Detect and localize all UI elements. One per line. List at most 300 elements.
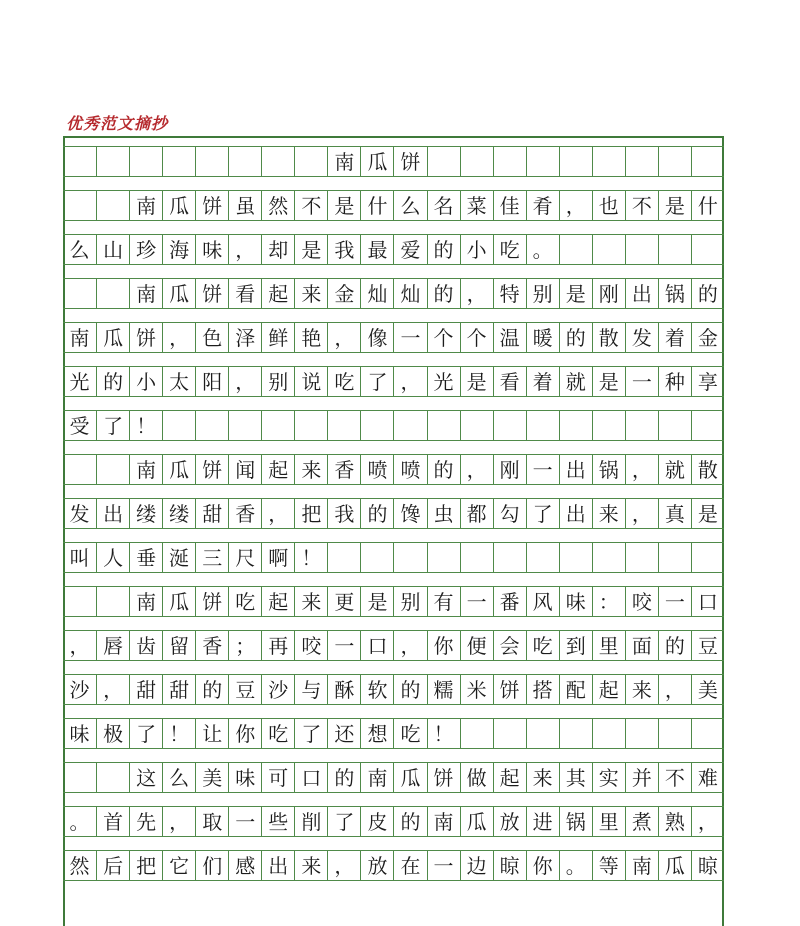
grid-cell: 削 bbox=[294, 807, 327, 836]
grid-cell: 南 bbox=[69, 325, 90, 350]
grid-cell: 感 bbox=[228, 851, 261, 880]
grid-cell bbox=[195, 411, 228, 440]
grid-cell bbox=[493, 719, 526, 748]
grid-cell: 南 bbox=[129, 191, 162, 220]
grid-cell: 瓜 bbox=[162, 587, 195, 616]
grid-cell: 南 bbox=[129, 587, 162, 616]
grid-cell: ； bbox=[228, 631, 261, 660]
grid-cell: 种 bbox=[658, 367, 691, 396]
grid-cell: 的 bbox=[427, 235, 460, 264]
grid-cell: 光 bbox=[427, 367, 460, 396]
grid-cell: 的 bbox=[195, 675, 228, 704]
essay-line bbox=[63, 366, 724, 397]
grid-cell: 了 bbox=[129, 719, 162, 748]
grid-cell: 的 bbox=[393, 675, 426, 704]
grid-cell: 却 bbox=[261, 235, 294, 264]
grid-cell: 么 bbox=[162, 763, 195, 792]
grid-cell: 我 bbox=[327, 499, 360, 528]
grid-cell bbox=[493, 147, 526, 176]
grid-cell: 放 bbox=[360, 851, 393, 880]
grid-cell: 来 bbox=[625, 675, 658, 704]
grid-cell: 灿 bbox=[393, 279, 426, 308]
grid-cell: 放 bbox=[493, 807, 526, 836]
grid-cell: 味 bbox=[228, 763, 261, 792]
essay-line bbox=[63, 410, 724, 441]
grid-cell bbox=[559, 147, 592, 176]
grid-cell bbox=[625, 147, 658, 176]
essay-line bbox=[63, 630, 724, 661]
grid-cell: 起 bbox=[261, 587, 294, 616]
grid-cell: 唇 bbox=[96, 631, 129, 660]
grid-cell: 风 bbox=[526, 587, 559, 616]
grid-cell: 缕 bbox=[129, 499, 162, 528]
grid-cell bbox=[592, 235, 625, 264]
grid-cell: 艳 bbox=[294, 323, 327, 352]
essay-line bbox=[63, 498, 724, 529]
grid-cell: 来 bbox=[294, 851, 327, 880]
grid-cell: 别 bbox=[393, 587, 426, 616]
grid-cell bbox=[625, 411, 658, 440]
grid-cell: 也 bbox=[592, 191, 625, 220]
grid-cell: 实 bbox=[592, 763, 625, 792]
grid-cell bbox=[129, 147, 162, 176]
grid-cell: 会 bbox=[493, 631, 526, 660]
grid-cell bbox=[460, 719, 493, 748]
grid-cell: 虫 bbox=[427, 499, 460, 528]
grid-cell: ！ bbox=[294, 543, 327, 572]
grid-cell: 发 bbox=[625, 323, 658, 352]
grid-cell bbox=[658, 235, 691, 264]
grid-cell: 吃 bbox=[493, 235, 526, 264]
grid-cell: 你 bbox=[427, 631, 460, 660]
grid-cell: ！ bbox=[427, 719, 460, 748]
grid-cell: 出 bbox=[96, 499, 129, 528]
grid-cell: ， bbox=[162, 323, 195, 352]
grid-cell bbox=[691, 147, 724, 176]
grid-cell: 来 bbox=[294, 587, 327, 616]
grid-cell bbox=[493, 411, 526, 440]
grid-cell: 来 bbox=[526, 763, 559, 792]
grid-cell: 这 bbox=[129, 763, 162, 792]
grid-cell: 啊 bbox=[261, 543, 294, 572]
grid-cell bbox=[96, 279, 129, 308]
grid-cell bbox=[393, 411, 426, 440]
grid-cell: 饼 bbox=[195, 587, 228, 616]
grid-cell: 可 bbox=[261, 763, 294, 792]
grid-cell bbox=[327, 411, 360, 440]
grid-cell: ， bbox=[393, 367, 426, 396]
grid-cell: 南 bbox=[327, 147, 360, 176]
grid-cell: 留 bbox=[162, 631, 195, 660]
essay-line bbox=[63, 322, 724, 353]
grid-cell bbox=[228, 147, 261, 176]
grid-cell bbox=[526, 147, 559, 176]
grid-cell: 不 bbox=[658, 763, 691, 792]
grid-cell: 一 bbox=[625, 367, 658, 396]
grid-cell: 是 bbox=[327, 191, 360, 220]
grid-cell: 我 bbox=[327, 235, 360, 264]
grid-cell: ， bbox=[625, 455, 658, 484]
grid-cell: 晾 bbox=[691, 851, 724, 880]
grid-cell: 到 bbox=[559, 631, 592, 660]
grid-cell: 饼 bbox=[493, 675, 526, 704]
grid-cell bbox=[427, 543, 460, 572]
grid-cell: 色 bbox=[195, 323, 228, 352]
grid-cell: 有 bbox=[427, 587, 460, 616]
grid-cell: 些 bbox=[261, 807, 294, 836]
grid-cell: 南 bbox=[625, 851, 658, 880]
grid-cell: 后 bbox=[96, 851, 129, 880]
grid-cell: 太 bbox=[162, 367, 195, 396]
grid-cell: 锅 bbox=[592, 455, 625, 484]
grid-cell: 一 bbox=[427, 851, 460, 880]
grid-cell bbox=[691, 235, 724, 264]
grid-cell: 了 bbox=[327, 807, 360, 836]
grid-cell bbox=[63, 279, 96, 308]
grid-cell: 的 bbox=[559, 323, 592, 352]
grid-cell: 刚 bbox=[493, 455, 526, 484]
essay-line bbox=[63, 146, 724, 177]
grid-cell: 散 bbox=[691, 455, 724, 484]
essay-line bbox=[63, 718, 724, 749]
grid-cell: 发 bbox=[69, 501, 90, 526]
grid-cell: 的 bbox=[427, 455, 460, 484]
grid-cell: 的 bbox=[393, 807, 426, 836]
grid-cell: 什 bbox=[360, 191, 393, 220]
grid-cell: 进 bbox=[526, 807, 559, 836]
essay-line bbox=[63, 234, 724, 265]
grid-cell bbox=[63, 587, 96, 616]
grid-cell: 是 bbox=[294, 235, 327, 264]
grid-cell bbox=[63, 147, 96, 176]
grid-cell bbox=[460, 147, 493, 176]
grid-cell: 其 bbox=[559, 763, 592, 792]
grid-cell bbox=[460, 543, 493, 572]
grid-cell: 甜 bbox=[129, 675, 162, 704]
grid-cell bbox=[460, 411, 493, 440]
grid-cell: 了 bbox=[360, 367, 393, 396]
grid-cell: 金 bbox=[327, 279, 360, 308]
grid-cell bbox=[96, 191, 129, 220]
header-title: 优秀范文摘抄 bbox=[66, 114, 169, 133]
grid-cell: 起 bbox=[493, 763, 526, 792]
grid-cell: 来 bbox=[592, 499, 625, 528]
grid-cell bbox=[294, 411, 327, 440]
essay-line bbox=[63, 190, 724, 221]
grid-cell: 都 bbox=[460, 499, 493, 528]
grid-cell: 阳 bbox=[195, 367, 228, 396]
grid-cell: 尺 bbox=[228, 543, 261, 572]
grid-cell: ， bbox=[559, 191, 592, 220]
grid-cell bbox=[559, 719, 592, 748]
grid-cell: 香 bbox=[228, 499, 261, 528]
grid-cell: 瓜 bbox=[658, 851, 691, 880]
grid-cell: 齿 bbox=[129, 631, 162, 660]
grid-cell: 了 bbox=[294, 719, 327, 748]
grid-cell: 名 bbox=[427, 191, 460, 220]
grid-cell: ， bbox=[460, 455, 493, 484]
grid-cell: 的 bbox=[427, 279, 460, 308]
grid-cell: 最 bbox=[360, 235, 393, 264]
grid-cell bbox=[493, 543, 526, 572]
grid-cell: 便 bbox=[460, 631, 493, 660]
grid-cell: ， bbox=[691, 807, 724, 836]
grid-cell: 们 bbox=[195, 851, 228, 880]
grid-cell: 晾 bbox=[493, 851, 526, 880]
grid-cell: 么 bbox=[393, 191, 426, 220]
grid-cell: 享 bbox=[691, 367, 724, 396]
grid-cell: 一 bbox=[658, 587, 691, 616]
grid-cell: 搭 bbox=[526, 675, 559, 704]
grid-cell: 山 bbox=[96, 235, 129, 264]
grid-cell bbox=[691, 543, 724, 572]
grid-cell: 还 bbox=[327, 719, 360, 748]
grid-cell: 吃 bbox=[526, 631, 559, 660]
grid-cell: 不 bbox=[625, 191, 658, 220]
essay-line bbox=[63, 454, 724, 485]
grid-cell: 肴 bbox=[526, 191, 559, 220]
grid-cell: 再 bbox=[261, 631, 294, 660]
grid-cell: 美 bbox=[195, 763, 228, 792]
essay-line bbox=[63, 762, 724, 793]
grid-cell: 一 bbox=[526, 455, 559, 484]
grid-cell bbox=[63, 191, 96, 220]
grid-cell: 瓜 bbox=[360, 147, 393, 176]
grid-cell bbox=[658, 543, 691, 572]
grid-cell bbox=[427, 411, 460, 440]
grid-cell: 是 bbox=[691, 499, 724, 528]
grid-cell: 。 bbox=[526, 235, 559, 264]
grid-cell: 就 bbox=[658, 455, 691, 484]
grid-cell: 一 bbox=[327, 631, 360, 660]
grid-cell: 甜 bbox=[195, 499, 228, 528]
grid-cell: 想 bbox=[360, 719, 393, 748]
grid-cell: 是 bbox=[360, 587, 393, 616]
grid-cell: 鲜 bbox=[261, 323, 294, 352]
grid-cell: 。 bbox=[69, 809, 90, 834]
grid-cell bbox=[162, 411, 195, 440]
grid-cell: 皮 bbox=[360, 807, 393, 836]
grid-cell bbox=[559, 543, 592, 572]
grid-cell: 的 bbox=[658, 631, 691, 660]
grid-cell: 别 bbox=[261, 367, 294, 396]
grid-cell: 喷 bbox=[393, 455, 426, 484]
grid-cell: 出 bbox=[261, 851, 294, 880]
grid-cell: 吃 bbox=[327, 367, 360, 396]
grid-cell: 瓜 bbox=[393, 763, 426, 792]
grid-cell: 爱 bbox=[393, 235, 426, 264]
grid-cell: 的 bbox=[360, 499, 393, 528]
grid-cell: 瓜 bbox=[162, 455, 195, 484]
essay-line bbox=[63, 674, 724, 705]
grid-cell: 小 bbox=[129, 367, 162, 396]
grid-cell: ， bbox=[327, 323, 360, 352]
grid-cell bbox=[625, 235, 658, 264]
grid-cell bbox=[162, 147, 195, 176]
grid-cell: 饼 bbox=[393, 147, 426, 176]
grid-cell: 咬 bbox=[625, 587, 658, 616]
grid-cell bbox=[96, 763, 129, 792]
grid-cell: 豆 bbox=[228, 675, 261, 704]
grid-cell bbox=[63, 455, 96, 484]
grid-cell: 看 bbox=[228, 279, 261, 308]
grid-cell: 泽 bbox=[228, 323, 261, 352]
grid-cell: 味 bbox=[195, 235, 228, 264]
grid-cell bbox=[393, 543, 426, 572]
grid-cell: 糯 bbox=[427, 675, 460, 704]
grid-cell: 味 bbox=[69, 721, 90, 746]
grid-cell: 海 bbox=[162, 235, 195, 264]
grid-cell: 南 bbox=[129, 455, 162, 484]
grid-cell: 起 bbox=[261, 455, 294, 484]
grid-cell bbox=[261, 411, 294, 440]
grid-cell bbox=[360, 411, 393, 440]
grid-cell: 的 bbox=[691, 279, 724, 308]
grid-cell bbox=[592, 411, 625, 440]
grid-cell: 它 bbox=[162, 851, 195, 880]
grid-cell: 馋 bbox=[393, 499, 426, 528]
grid-cell bbox=[427, 147, 460, 176]
grid-cell: 然 bbox=[69, 853, 90, 878]
essay-line bbox=[63, 278, 724, 309]
grid-cell: 暖 bbox=[526, 323, 559, 352]
grid-cell: 面 bbox=[625, 631, 658, 660]
grid-cell: 珍 bbox=[129, 235, 162, 264]
grid-cell: 把 bbox=[129, 851, 162, 880]
grid-cell: 豆 bbox=[691, 631, 724, 660]
grid-cell: 让 bbox=[195, 719, 228, 748]
grid-cell: 个 bbox=[427, 323, 460, 352]
grid-cell bbox=[96, 587, 129, 616]
grid-cell: 饼 bbox=[195, 279, 228, 308]
grid-cell: 。 bbox=[559, 851, 592, 880]
grid-cell: 做 bbox=[460, 763, 493, 792]
grid-cell: ， bbox=[460, 279, 493, 308]
grid-cell: 与 bbox=[294, 675, 327, 704]
grid-cell: 南 bbox=[129, 279, 162, 308]
grid-cell: 是 bbox=[658, 191, 691, 220]
grid-cell: 熟 bbox=[658, 807, 691, 836]
grid-cell: 瓜 bbox=[460, 807, 493, 836]
grid-cell: 等 bbox=[592, 851, 625, 880]
grid-cell bbox=[526, 719, 559, 748]
grid-cell: ！ bbox=[129, 411, 162, 440]
grid-cell: 难 bbox=[691, 763, 724, 792]
grid-cell bbox=[691, 719, 724, 748]
grid-cell: 着 bbox=[658, 323, 691, 352]
grid-cell: 着 bbox=[526, 367, 559, 396]
grid-cell: 口 bbox=[691, 587, 724, 616]
grid-cell: 不 bbox=[294, 191, 327, 220]
grid-cell bbox=[63, 763, 96, 792]
grid-cell: ： bbox=[592, 587, 625, 616]
grid-cell: 饼 bbox=[195, 191, 228, 220]
grid-cell: 口 bbox=[360, 631, 393, 660]
grid-cell: 把 bbox=[294, 499, 327, 528]
grid-cell bbox=[658, 411, 691, 440]
grid-cell: 了 bbox=[526, 499, 559, 528]
grid-cell bbox=[360, 543, 393, 572]
grid-cell: 喷 bbox=[360, 455, 393, 484]
grid-cell bbox=[294, 147, 327, 176]
grid-cell: 三 bbox=[195, 543, 228, 572]
grid-cell: ， bbox=[327, 851, 360, 880]
grid-cell: 一 bbox=[460, 587, 493, 616]
grid-cell: 起 bbox=[261, 279, 294, 308]
grid-cell: 香 bbox=[327, 455, 360, 484]
grid-cell: 香 bbox=[195, 631, 228, 660]
grid-cell: 是 bbox=[460, 367, 493, 396]
grid-cell: 小 bbox=[460, 235, 493, 264]
grid-cell: 了 bbox=[96, 411, 129, 440]
grid-cell: 出 bbox=[559, 499, 592, 528]
grid-cell: ， bbox=[261, 499, 294, 528]
grid-cell: 来 bbox=[294, 279, 327, 308]
grid-cell bbox=[592, 719, 625, 748]
grid-cell: 你 bbox=[228, 719, 261, 748]
grid-cell bbox=[658, 719, 691, 748]
grid-cell: 瓜 bbox=[162, 279, 195, 308]
grid-cell: 美 bbox=[691, 675, 724, 704]
essay-line bbox=[63, 542, 724, 573]
grid-cell: 取 bbox=[195, 807, 228, 836]
grid-cell: ， bbox=[393, 631, 426, 660]
grid-cell: 佳 bbox=[493, 191, 526, 220]
grid-cell: 番 bbox=[493, 587, 526, 616]
grid-cell: 沙 bbox=[69, 677, 90, 702]
grid-cell: 光 bbox=[69, 369, 90, 394]
essay-line bbox=[63, 850, 724, 881]
grid-cell: ！ bbox=[162, 719, 195, 748]
grid-cell bbox=[658, 147, 691, 176]
grid-cell: 是 bbox=[592, 367, 625, 396]
grid-cell bbox=[559, 411, 592, 440]
grid-cell: ， bbox=[69, 633, 90, 658]
grid-cell: 并 bbox=[625, 763, 658, 792]
grid-cell: 米 bbox=[460, 675, 493, 704]
grid-cell: 垂 bbox=[129, 543, 162, 572]
grid-cell: 缕 bbox=[162, 499, 195, 528]
grid-cell: 受 bbox=[69, 413, 90, 438]
grid-cell bbox=[625, 719, 658, 748]
grid-cell: 锅 bbox=[559, 807, 592, 836]
grid-cell: 南 bbox=[427, 807, 460, 836]
grid-cell: 真 bbox=[658, 499, 691, 528]
grid-cell: 饼 bbox=[129, 323, 162, 352]
grid-cell: 来 bbox=[294, 455, 327, 484]
grid-cell: ， bbox=[162, 807, 195, 836]
grid-cell: 甜 bbox=[162, 675, 195, 704]
grid-cell: 什 bbox=[691, 191, 724, 220]
grid-cell: 锅 bbox=[658, 279, 691, 308]
grid-cell: 是 bbox=[559, 279, 592, 308]
grid-cell: 勾 bbox=[493, 499, 526, 528]
grid-cell bbox=[691, 411, 724, 440]
grid-cell: 先 bbox=[129, 807, 162, 836]
grid-cell: 瓜 bbox=[96, 323, 129, 352]
grid-cell: 首 bbox=[96, 807, 129, 836]
grid-cell: 在 bbox=[393, 851, 426, 880]
grid-cell: ， bbox=[625, 499, 658, 528]
grid-cell: 么 bbox=[69, 237, 90, 262]
grid-cell: 口 bbox=[294, 763, 327, 792]
grid-cell bbox=[96, 455, 129, 484]
grid-cell: 个 bbox=[460, 323, 493, 352]
grid-cell bbox=[526, 543, 559, 572]
grid-cell: 的 bbox=[96, 367, 129, 396]
grid-cell: 起 bbox=[592, 675, 625, 704]
essay-line bbox=[63, 586, 724, 617]
